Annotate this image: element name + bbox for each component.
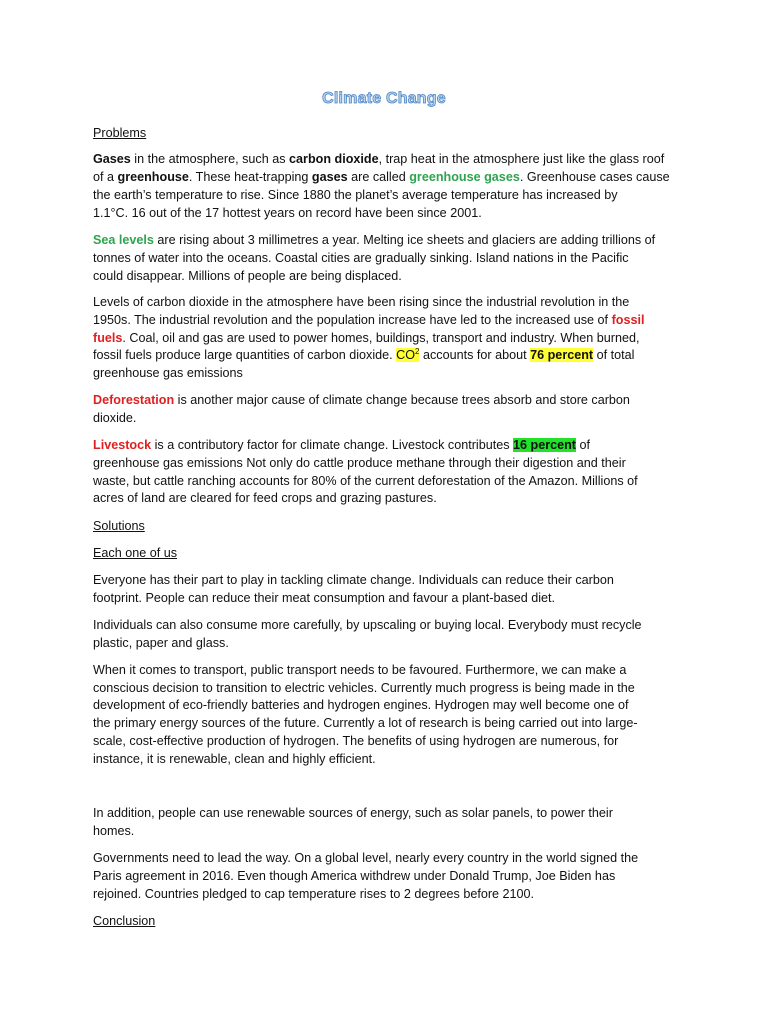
- paragraph-livestock-line: waste, but cattle ranching accounts for 80% of the current deforestation of the Amazon. Millions of: [93, 474, 638, 488]
- paragraph-sea-levels-line: [93, 232, 655, 249]
- paragraph-sea-levels-line: tonnes of water into the oceans. Coastal cities are gradually sinking. Island nations in the Pacific: [93, 251, 629, 265]
- paragraph-transport-line: scale, cost-effective production of hydrogen. The benefits of using hydrogen are numerous, for: [93, 734, 619, 748]
- text-run: greenhouse: [117, 170, 189, 184]
- paragraph-transport-line: the primary energy sources of the future. Currently a lot of research is being carried out into large-: [93, 716, 638, 730]
- text-run: . Coal, oil and gas are used to power homes, buildings, transport and industry. When burned,: [122, 331, 640, 345]
- text-run: 1950s. The industrial revolution and the population increase have led to the increased use of: [93, 313, 612, 327]
- paragraph-deforestation-line: dioxide.: [93, 411, 137, 425]
- highlight-76-percent: 76 percent: [530, 348, 594, 362]
- text-run: fuels: [93, 331, 123, 345]
- co2-highlight: [396, 348, 419, 362]
- paragraph-carbon-line: greenhouse gas emissions: [93, 366, 243, 380]
- paragraph-deforestation-line: [93, 392, 630, 409]
- heading-each-one-of-us: Each one of us: [93, 546, 178, 560]
- paragraph-renewable-line: homes.: [93, 824, 135, 838]
- paragraph-transport-line: development of eco-friendly batteries and hydrogen engines. Hydrogen may well become one of: [93, 698, 629, 712]
- paragraph-renewable-line: In addition, people can use renewable sources of energy, such as solar panels, to power their: [93, 806, 613, 820]
- paragraph-individuals-line: Individuals can also consume more carefully, by upscaling or buying local. Everybody must recycle: [93, 618, 642, 632]
- text-run: are rising about 3 millimetres a year. Melting ice sheets and glaciers are adding trillions of: [153, 233, 656, 247]
- paragraph-everyone-line: footprint. People can reduce their meat consumption and favour a plant-based diet.: [93, 591, 556, 605]
- text-run: Gases: [93, 152, 131, 166]
- text-run: Livestock: [93, 438, 152, 452]
- text-run: are called: [347, 170, 410, 184]
- paragraph-governments-line: Governments need to lead the way. On a global level, nearly every country in the world signed the: [93, 851, 639, 865]
- paragraph-individuals-line: plastic, paper and glass.: [93, 636, 229, 650]
- paragraph-transport-line: When it comes to transport, public transport needs to be favoured. Furthermore, we can make a: [93, 663, 627, 677]
- text-run: carbon dioxide: [289, 152, 379, 166]
- paragraph-sea-levels-line: could disappear. Millions of people are being displaced.: [93, 269, 402, 283]
- paragraph-everyone-line: Everyone has their part to play in tackling climate change. Individuals can reduce their carbon: [93, 573, 614, 587]
- text-run: fossil: [611, 313, 645, 327]
- text-run: is another major cause of climate change because trees absorb and store carbon: [174, 393, 630, 407]
- paragraph-livestock-line: acres of land are cleared for feed crops and grazing pastures.: [93, 491, 437, 505]
- text-run: . Greenhouse cases cause: [519, 170, 670, 184]
- paragraph-transport-line: instance, it is renewable, clean and highly efficient.: [93, 752, 376, 766]
- paragraph-carbon-line: [93, 312, 644, 329]
- paragraph-gases-line: [93, 151, 664, 168]
- paragraph-carbon-line: [93, 330, 640, 347]
- text-run: fossil fuels produce large quantities of carbon dioxide.: [93, 348, 397, 362]
- text-run: in the atmosphere, such as: [130, 152, 290, 166]
- paragraph-carbon-line: Levels of carbon dioxide in the atmosphere have been rising since the industrial revolution in the: [93, 295, 630, 309]
- paragraph-livestock-line: greenhouse gas emissions Not only do cattle produce methane through their digestion and their: [93, 456, 626, 470]
- text-run: is a contributory factor for climate change. Livestock contributes: [151, 438, 513, 452]
- highlight-16-percent: 16 percent: [513, 438, 576, 452]
- heading-solutions: Solutions: [93, 519, 145, 533]
- heading-problems: Problems: [93, 126, 147, 140]
- document-title: Climate Change: [322, 90, 446, 107]
- text-run: Deforestation: [93, 393, 175, 407]
- paragraph-livestock-line: [93, 437, 590, 454]
- text-run: of: [576, 438, 591, 452]
- paragraph-transport-line: conscious decision to transition to electric vehicles. Currently much progress is being made in the: [93, 681, 635, 695]
- text-run: of a: [93, 170, 118, 184]
- paragraph-gases-line: [93, 169, 670, 186]
- text-run: CO: [396, 348, 416, 362]
- text-run: . These heat-trapping: [188, 170, 312, 184]
- heading-conclusion: Conclusion: [93, 914, 156, 928]
- text-run: 2: [415, 346, 420, 356]
- text-run: gases: [311, 170, 348, 184]
- text-run: of total: [593, 348, 635, 362]
- paragraph-carbon-line: [93, 347, 634, 364]
- paragraph-governments-line: rejoined. Countries pledged to cap temperature rises to 2 degrees before 2100.: [93, 887, 535, 901]
- paragraph-gases-line: the earth’s temperature to rise. Since 1880 the planet’s average temperature has increased by: [93, 188, 618, 202]
- text-run: , trap heat in the atmosphere just like the glass roof: [378, 152, 665, 166]
- paragraph-gases-line: 1.1°C. 16 out of the 17 hottest years on record have been since 2001.: [93, 206, 482, 220]
- text-run: greenhouse gases: [409, 170, 520, 184]
- paragraph-governments-line: Paris agreement in 2016. Even though America withdrew under Donald Trump, Joe Biden has: [93, 869, 616, 883]
- text-run: Sea levels: [93, 233, 154, 247]
- text-run: accounts for about: [419, 348, 531, 362]
